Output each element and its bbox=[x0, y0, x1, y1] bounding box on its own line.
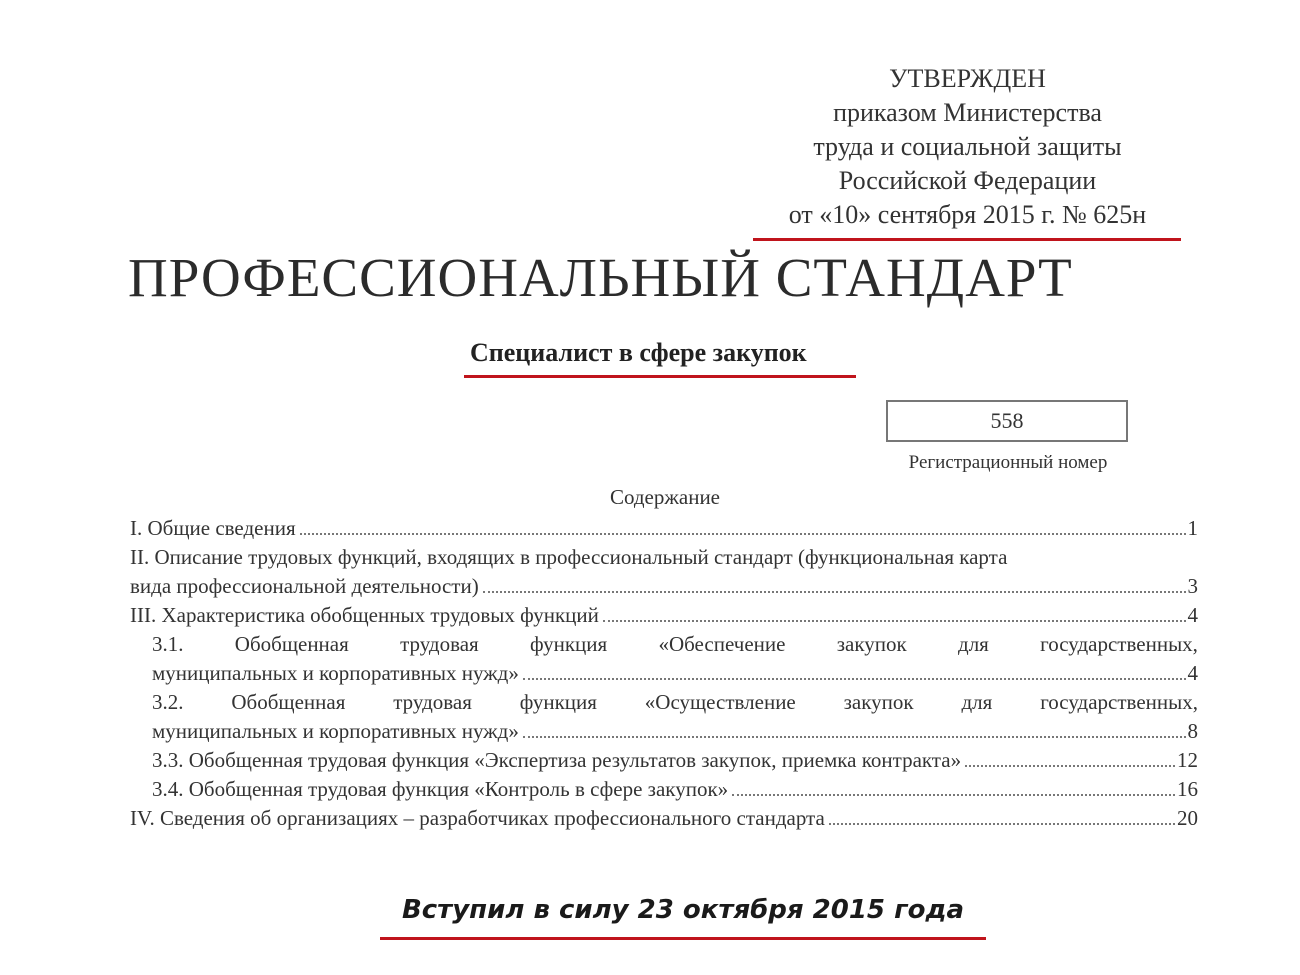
toc-word: трудовая bbox=[393, 690, 472, 714]
toc-leader-dots bbox=[732, 794, 1175, 796]
approval-block bbox=[740, 62, 1195, 232]
toc-word: для bbox=[961, 690, 993, 714]
toc-entry-page: 4 bbox=[1187, 661, 1198, 685]
toc-entry bbox=[130, 659, 1198, 688]
toc-entry bbox=[130, 717, 1198, 746]
toc-word: государственных, bbox=[1040, 632, 1198, 656]
registration-number-caption: Регистрационный номер bbox=[908, 452, 1108, 473]
toc-entry-text: III. Характеристика обобщенных трудовых функций bbox=[130, 603, 599, 627]
toc-entry bbox=[130, 514, 1198, 543]
contents-heading: Содержание bbox=[609, 485, 721, 509]
toc-word: закупок bbox=[836, 632, 907, 656]
toc-word: трудовая bbox=[400, 632, 479, 656]
effective-date-note: Вступил в силу 23 октября 2015 года bbox=[401, 895, 965, 925]
toc-entry-page: 20 bbox=[1177, 806, 1198, 830]
standard-name: Специалист в сфере закупок bbox=[470, 338, 807, 367]
toc-entry-text: IV. Сведения об организациях – разработчиках профессионального стандарта bbox=[130, 806, 825, 830]
approval-line-4: Российской Федерации bbox=[838, 166, 1097, 195]
toc-word: функция bbox=[519, 690, 597, 714]
registration-number-box: 558 bbox=[886, 400, 1128, 442]
toc-leader-dots bbox=[300, 533, 1186, 535]
toc-entry-page: 4 bbox=[1187, 603, 1198, 627]
toc-word: для bbox=[958, 632, 989, 656]
toc-word: «Обеспечение bbox=[658, 632, 786, 656]
toc-word: Обобщенная bbox=[231, 690, 346, 714]
subtitle-underline bbox=[464, 375, 856, 378]
toc-word: Обобщенная bbox=[234, 632, 349, 656]
toc-leader-dots bbox=[829, 823, 1175, 825]
toc-entry-page: 12 bbox=[1177, 748, 1198, 772]
toc-word: закупок bbox=[843, 690, 914, 714]
table-of-contents bbox=[130, 514, 1198, 833]
document-title: ПРОФЕССИОНАЛЬНЫЙ СТАНДАРТ bbox=[128, 247, 1073, 308]
toc-entry bbox=[130, 601, 1198, 630]
toc-entry-page: 1 bbox=[1187, 516, 1198, 540]
toc-entry-line bbox=[130, 543, 1198, 572]
toc-entry-text: муниципальных и корпоративных нужд» bbox=[152, 719, 519, 743]
toc-word: государственных, bbox=[1040, 690, 1198, 714]
toc-leader-dots bbox=[523, 736, 1186, 738]
approval-line-3: труда и социальной защиты bbox=[813, 132, 1122, 161]
order-underline bbox=[753, 238, 1181, 241]
toc-entry-line bbox=[130, 688, 1198, 717]
toc-entry bbox=[130, 572, 1198, 601]
approval-line-1: УТВЕРЖДЕН bbox=[889, 64, 1046, 93]
effective-date-underline bbox=[380, 937, 986, 940]
toc-entry bbox=[130, 746, 1198, 775]
toc-word: 3.1. bbox=[152, 632, 184, 656]
toc-leader-dots bbox=[603, 620, 1186, 622]
toc-entry bbox=[130, 804, 1198, 833]
toc-entry-text: II. Описание трудовых функций, входящих в профессиональный стандарт (функциональная карта bbox=[130, 545, 1008, 569]
toc-leader-dots bbox=[965, 765, 1175, 767]
toc-entry bbox=[130, 775, 1198, 804]
toc-entry-page: 3 bbox=[1187, 574, 1198, 598]
approval-line-2: приказом Министерства bbox=[833, 98, 1102, 127]
toc-entry-page: 16 bbox=[1177, 777, 1198, 801]
toc-entry-text: 3.3. Обобщенная трудовая функция «Экспертиза результатов закупок, приемка контракта» bbox=[152, 748, 962, 772]
toc-entry-line bbox=[130, 630, 1198, 659]
toc-entry-page: 8 bbox=[1187, 719, 1198, 743]
toc-leader-dots bbox=[523, 678, 1186, 680]
toc-entry-text: муниципальных и корпоративных нужд» bbox=[152, 661, 519, 685]
toc-entry-text: I. Общие сведения bbox=[130, 516, 296, 540]
toc-leader-dots bbox=[483, 591, 1186, 593]
toc-word: 3.2. bbox=[152, 690, 184, 714]
toc-word: функция bbox=[530, 632, 608, 656]
toc-word: «Осуществление bbox=[644, 690, 796, 714]
approval-order-line: от «10» сентября 2015 г. № 625н bbox=[788, 200, 1147, 229]
toc-entry-text: вида профессиональной деятельности) bbox=[130, 574, 479, 598]
toc-entry-text: 3.4. Обобщенная трудовая функция «Контроль в сфере закупок» bbox=[152, 777, 729, 801]
